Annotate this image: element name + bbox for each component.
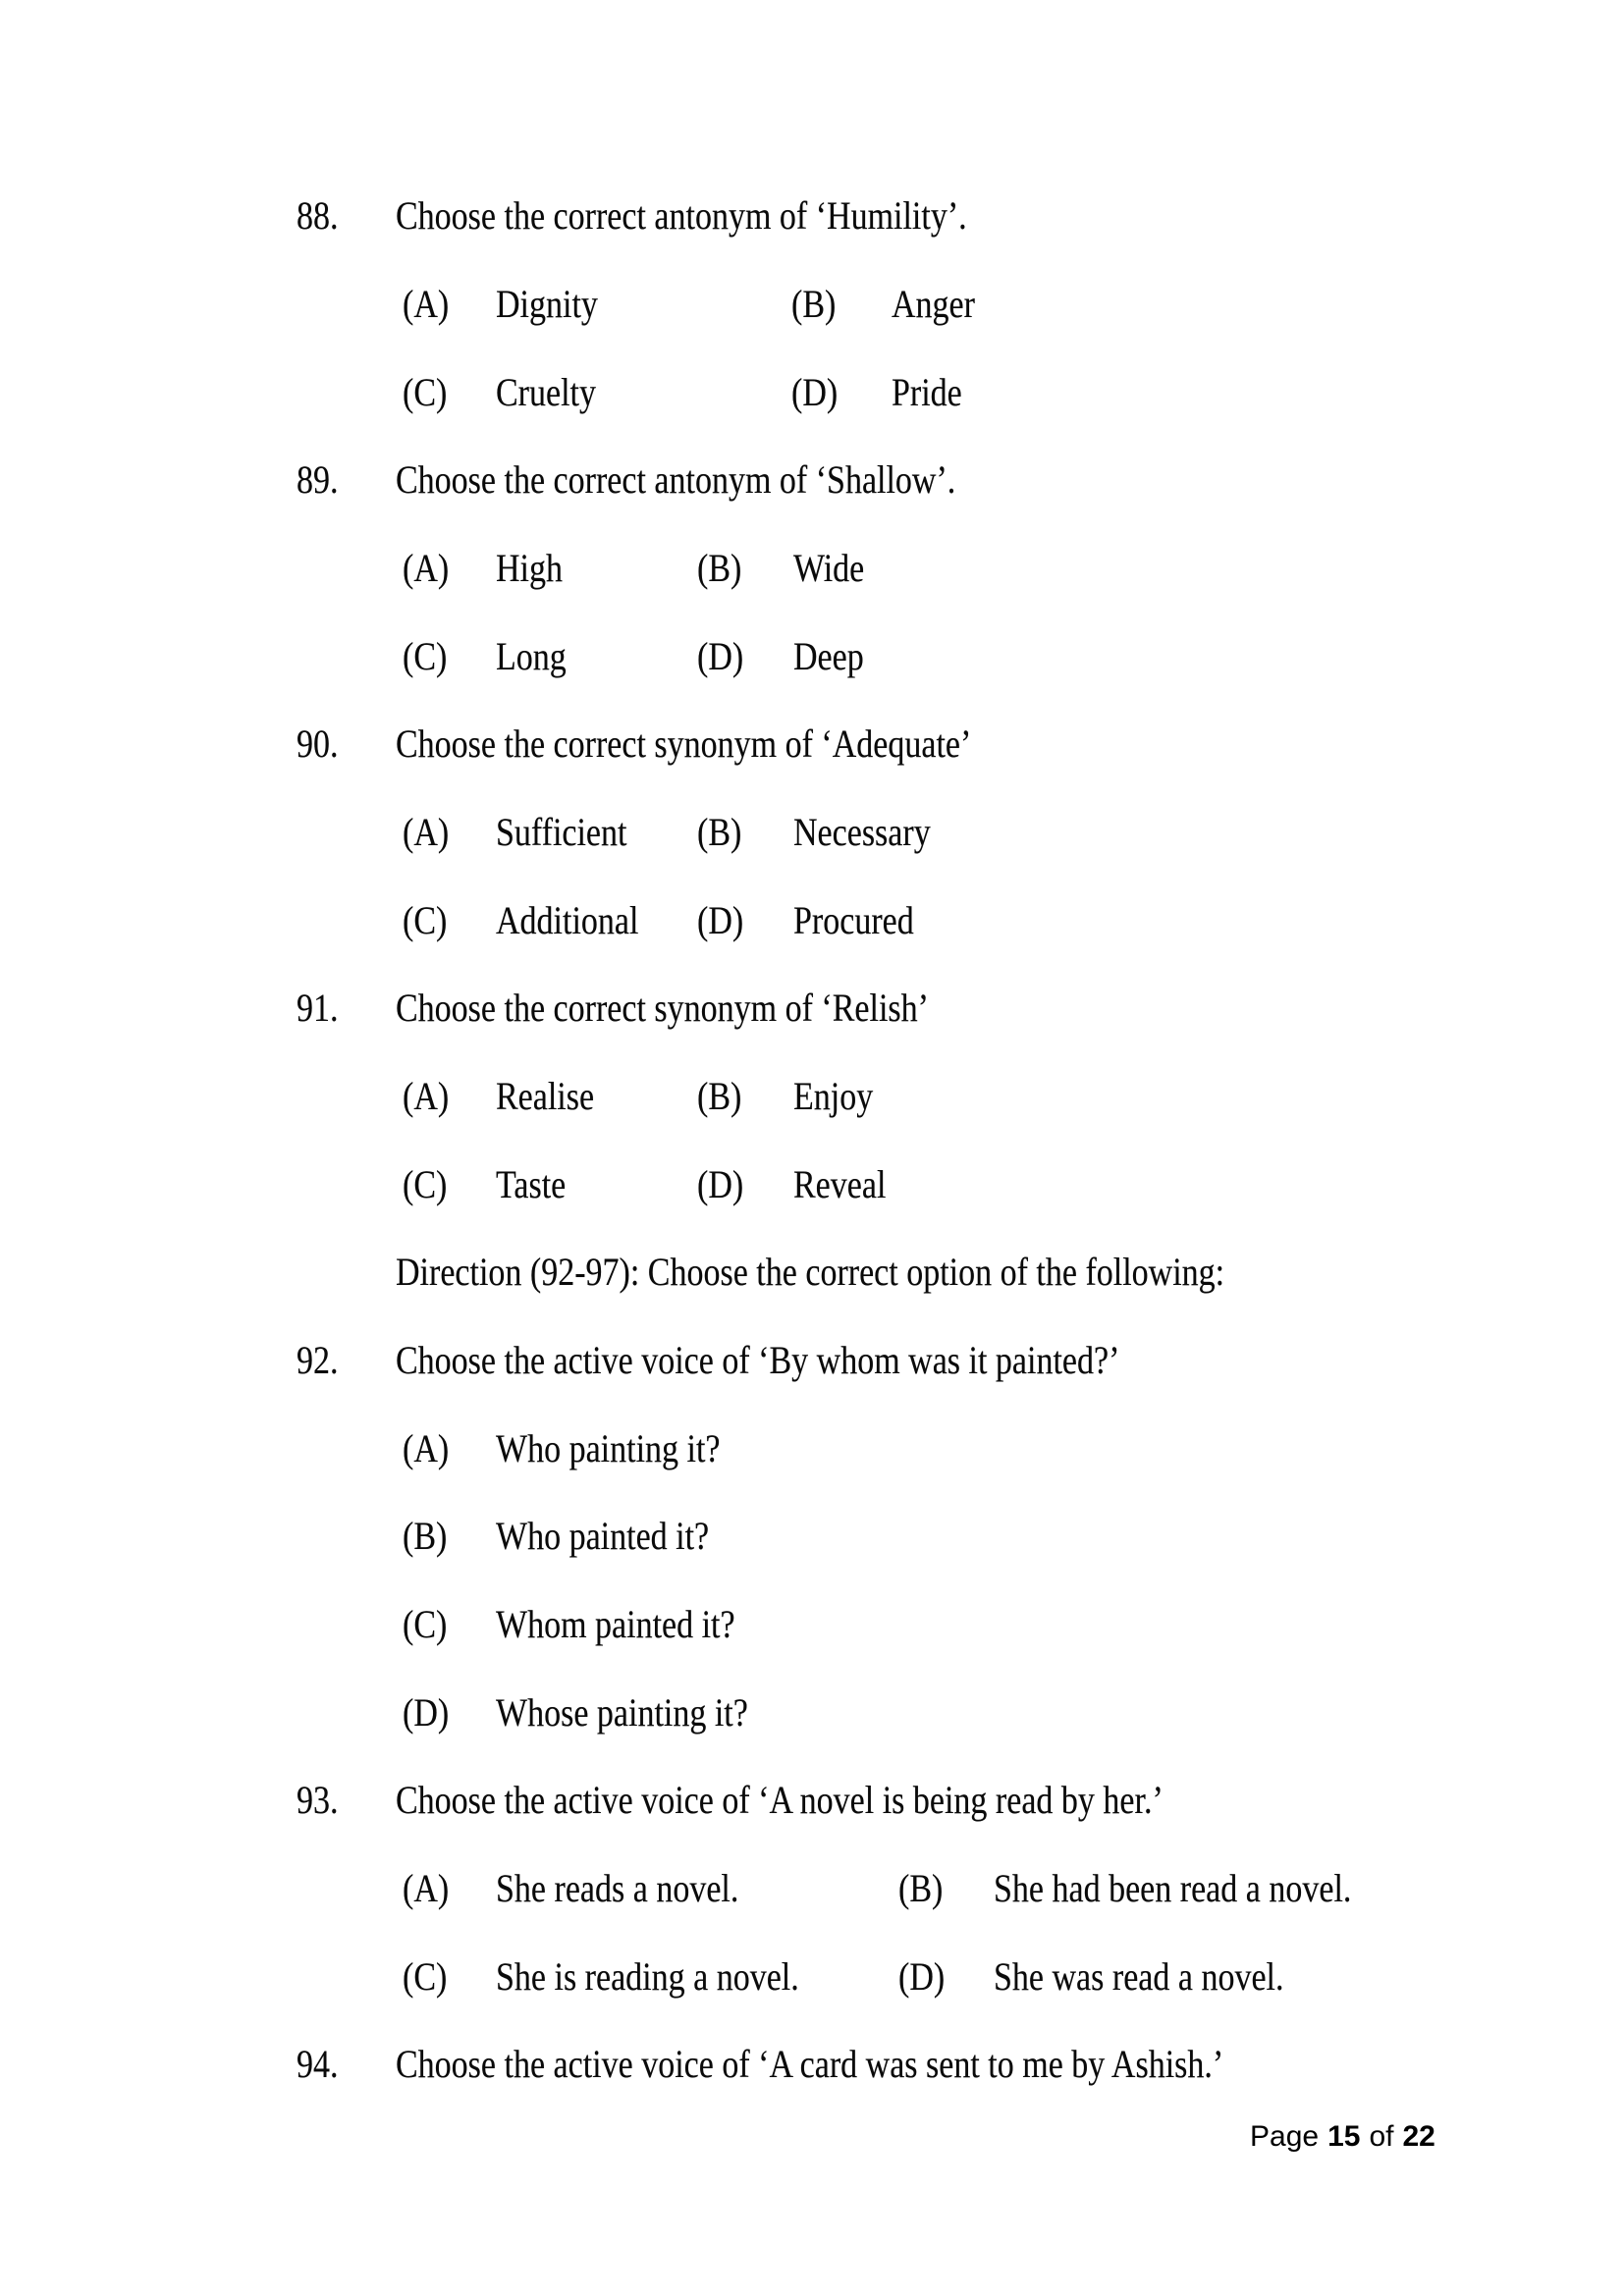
question-93-options-ab [0,1867,1624,1918]
question-92-option-c [0,1603,1624,1654]
question-89-options-cd [0,635,1624,686]
question-text: Choose the correct synonym of ‘Adequate’ [396,721,972,766]
question-text: Choose the active voice of ‘A card was sent to me by Ashish.’ [396,2042,1224,2086]
question-91-options-ab [0,1075,1624,1126]
footer-of-label: of [1369,2120,1394,2153]
option-label: (C) [403,1954,448,1999]
option-label: (A) [403,810,450,854]
question-88-options-cd [0,371,1624,422]
footer-total-pages: 22 [1402,2120,1435,2153]
option-text: Additional [496,898,639,942]
option-text: Reveal [793,1162,887,1206]
option-label: (C) [403,634,448,678]
option-label: (D) [403,1690,450,1735]
question-92-option-d [0,1691,1624,1742]
option-text: Whose painting it? [496,1690,748,1735]
option-text: Necessary [793,810,931,854]
question-number: 92. [297,1338,339,1382]
question-number: 93. [297,1778,339,1822]
direction-text: Direction (92-97): Choose the correct option of the following: [396,1250,1225,1294]
question-89-options-ab [0,547,1624,598]
option-text: Pride [892,370,962,414]
option-label: (C) [403,1602,448,1646]
question-91-options-cd [0,1163,1624,1214]
option-label: (C) [403,898,448,942]
option-label: (B) [697,1074,742,1118]
option-text: Enjoy [793,1074,874,1118]
option-label: (D) [697,1162,744,1206]
option-label: (B) [403,1514,448,1558]
option-text: Dignity [496,282,598,326]
question-text: Choose the correct synonym of ‘Relish’ [396,986,929,1030]
question-91 [0,987,1624,1038]
option-text: Who painted it? [496,1514,710,1558]
option-label: (D) [791,370,839,414]
question-88 [0,194,1624,245]
question-92-option-a [0,1427,1624,1478]
footer-page-label: Page [1250,2120,1320,2153]
question-90-options-ab [0,811,1624,862]
option-label: (A) [403,282,450,326]
question-text: Choose the correct antonym of ‘Humility’. [396,193,967,238]
option-text: Taste [496,1162,567,1206]
option-text: Long [496,634,567,678]
option-label: (B) [697,546,742,590]
option-label: (A) [403,546,450,590]
question-90 [0,722,1624,774]
option-label: (C) [403,370,448,414]
option-text: She was read a novel. [994,1954,1284,1999]
question-text: Choose the active voice of ‘By whom was it painted?’ [396,1338,1120,1382]
question-92-option-b [0,1515,1624,1566]
question-number: 91. [297,986,339,1030]
question-90-options-cd [0,899,1624,950]
option-text: Who painting it? [496,1426,721,1470]
option-text: She is reading a novel. [496,1954,799,1999]
option-label: (A) [403,1866,450,1910]
option-text: Whom painted it? [496,1602,735,1646]
question-number: 94. [297,2042,339,2086]
option-text: Realise [496,1074,595,1118]
option-label: (D) [697,634,744,678]
question-number: 90. [297,721,339,766]
question-88-options-ab [0,283,1624,334]
option-text: Sufficient [496,810,627,854]
option-text: Deep [793,634,864,678]
option-label: (A) [403,1074,450,1118]
footer-page-number: 15 [1327,2120,1361,2153]
question-number: 88. [297,193,339,238]
option-label: (B) [898,1866,944,1910]
question-92 [0,1339,1624,1390]
option-label: (D) [697,898,744,942]
direction-line [0,1251,1624,1302]
option-text: Anger [892,282,975,326]
page-footer [1250,2120,1435,2154]
option-text: High [496,546,563,590]
question-93-options-cd [0,1955,1624,2006]
option-label: (D) [898,1954,946,1999]
option-label: (B) [791,282,837,326]
option-text: Procured [793,898,914,942]
option-text: Wide [793,546,865,590]
option-label: (A) [403,1426,450,1470]
question-93 [0,1779,1624,1830]
option-label: (C) [403,1162,448,1206]
option-label: (B) [697,810,742,854]
question-text: Choose the active voice of ‘A novel is being read by her.’ [396,1778,1164,1822]
question-text: Choose the correct antonym of ‘Shallow’. [396,457,956,502]
question-number: 89. [297,457,339,502]
option-text: Cruelty [496,370,596,414]
option-text: She had been read a novel. [994,1866,1352,1910]
option-text: She reads a novel. [496,1866,739,1910]
question-89 [0,458,1624,509]
question-94 [0,2043,1624,2094]
